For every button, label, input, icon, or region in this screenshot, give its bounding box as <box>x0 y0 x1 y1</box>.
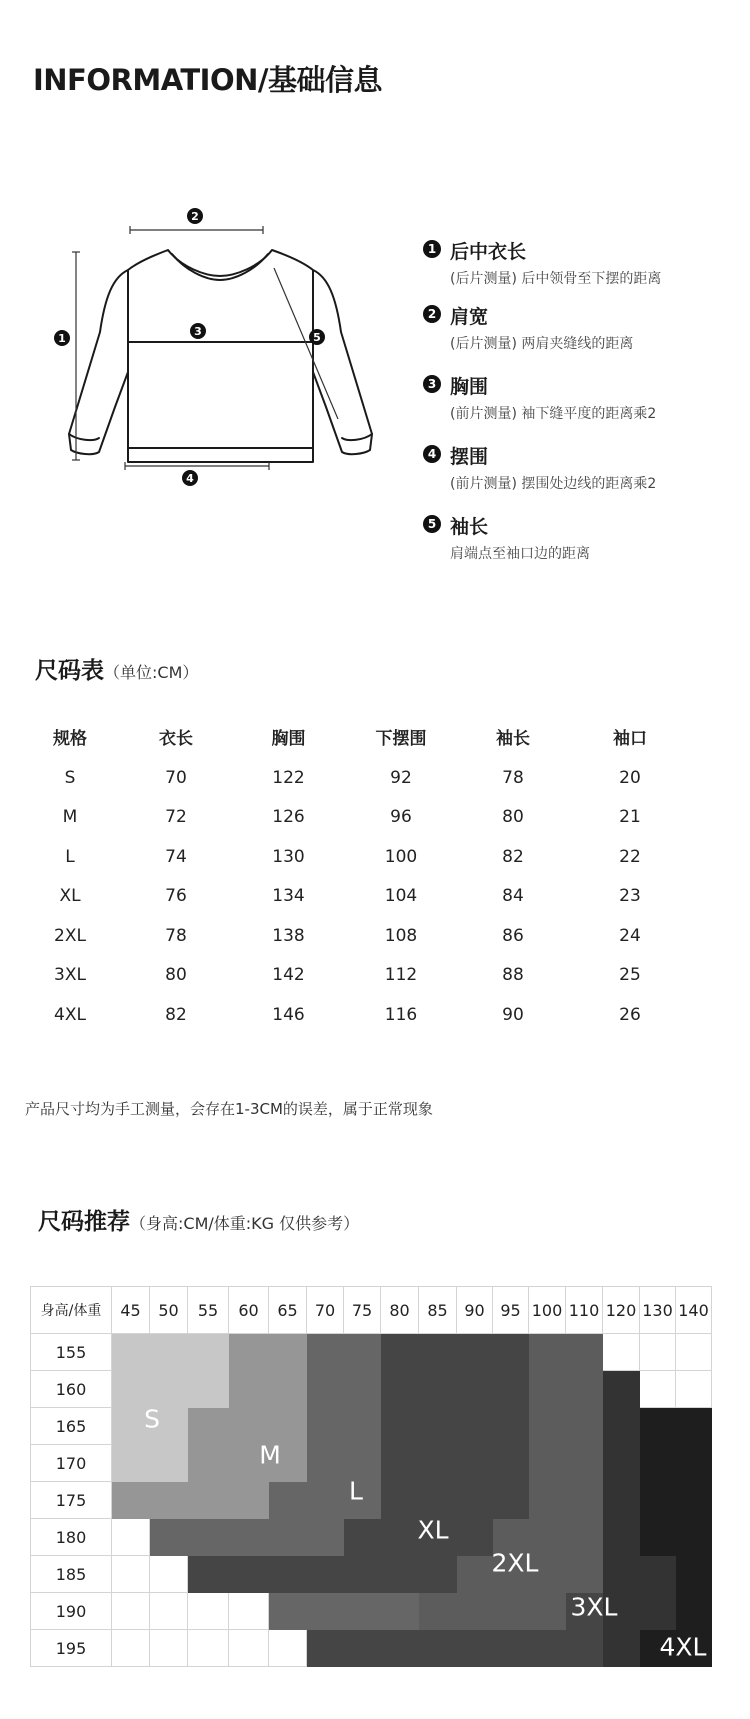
grid-cell <box>566 1445 603 1482</box>
size-table-unit: （单位:CM） <box>104 663 199 682</box>
size-value-cell: 116 <box>384 1004 418 1025</box>
height-row <box>31 1408 712 1445</box>
size-value-cell: 146 <box>272 1004 305 1025</box>
weight-header: 120 <box>603 1287 640 1334</box>
grid-cell <box>344 1556 381 1593</box>
height-header: 185 <box>31 1556 112 1593</box>
weight-header: 95 <box>493 1287 529 1334</box>
marker-4-label: 4 <box>186 472 194 485</box>
grid-cell <box>493 1445 529 1482</box>
grid-cell <box>493 1334 529 1371</box>
grid-cell <box>188 1482 229 1519</box>
grid-cell <box>457 1445 493 1482</box>
size-value-cell: 22 <box>619 846 641 867</box>
column-header: 袖长 <box>496 728 530 749</box>
grid-cell <box>566 1482 603 1519</box>
grid-cell <box>188 1630 229 1667</box>
grid-cell <box>344 1334 381 1371</box>
grid-cell <box>566 1593 603 1630</box>
grid-cell <box>640 1482 676 1519</box>
size-value-cell: 104 <box>384 886 418 907</box>
grid-cell <box>307 1334 344 1371</box>
grid-cell <box>269 1593 307 1630</box>
grid-cell <box>419 1630 457 1667</box>
height-row <box>31 1371 712 1408</box>
grid-cell <box>381 1482 419 1519</box>
zone-label-4xl: 4XL <box>659 1632 707 1662</box>
grid-cell <box>344 1593 381 1630</box>
grid-cell <box>676 1593 712 1630</box>
grid-cell <box>640 1334 676 1371</box>
grid-cell <box>150 1371 188 1408</box>
weight-header: 130 <box>640 1287 676 1334</box>
grid-cell <box>150 1408 188 1445</box>
page-title: INFORMATION/基础信息 <box>33 63 382 97</box>
size-value-cell: 84 <box>502 886 524 907</box>
grid-cell <box>381 1445 419 1482</box>
column-header: 衣长 <box>159 728 193 749</box>
zone-label-3xl: 3XL <box>570 1592 618 1622</box>
grid-cell <box>457 1408 493 1445</box>
grid-cell <box>640 1630 676 1667</box>
size-row <box>20 956 691 996</box>
number-1-icon: 1 <box>423 240 441 258</box>
size-value-cell: 82 <box>502 846 524 867</box>
weight-header: 65 <box>269 1287 307 1334</box>
grid-cell <box>112 1445 150 1482</box>
weight-header: 70 <box>307 1287 344 1334</box>
grid-cell <box>150 1556 188 1593</box>
grid-cell <box>603 1408 640 1445</box>
weight-header: 75 <box>344 1287 381 1334</box>
grid-cell <box>419 1519 457 1556</box>
column-header: 规格 <box>53 728 87 749</box>
legend-title: 摆围 <box>450 446 489 468</box>
grid-cell <box>150 1482 188 1519</box>
grid-cell <box>640 1593 676 1630</box>
grid-cell <box>529 1482 566 1519</box>
grid-cell <box>603 1445 640 1482</box>
grid-cell <box>640 1408 676 1445</box>
grid-cell <box>457 1334 493 1371</box>
weight-header-row <box>31 1287 712 1334</box>
column-header: 下摆围 <box>375 728 427 749</box>
height-header: 155 <box>31 1334 112 1371</box>
size-label-cell: 2XL <box>54 925 86 946</box>
zone-label-m: M <box>259 1440 281 1470</box>
size-value-cell: 112 <box>384 965 418 986</box>
size-label-cell: L <box>65 846 75 867</box>
weight-header: 110 <box>566 1287 603 1334</box>
sweater-measurement-diagram <box>55 210 380 522</box>
grid-cell <box>344 1408 381 1445</box>
grid-cell <box>188 1408 229 1445</box>
size-value-cell: 70 <box>165 767 187 788</box>
grid-cell <box>112 1408 150 1445</box>
grid-cell <box>344 1371 381 1408</box>
grid-corner-label: 身高/体重 <box>31 1287 112 1334</box>
grid-cell <box>457 1482 493 1519</box>
grid-cell <box>676 1334 712 1371</box>
grid-cell <box>493 1630 529 1667</box>
grid-cell <box>344 1445 381 1482</box>
grid-cell <box>529 1371 566 1408</box>
marker-1-label: 1 <box>58 332 66 345</box>
size-label-cell: S <box>64 767 76 788</box>
grid-cell <box>344 1482 381 1519</box>
size-value-cell: 20 <box>619 767 641 788</box>
grid-cell <box>603 1630 640 1667</box>
grid-cell <box>112 1630 150 1667</box>
size-value-cell: 23 <box>619 886 641 907</box>
grid-cell <box>419 1593 457 1630</box>
grid-cell <box>457 1519 493 1556</box>
size-value-cell: 78 <box>165 925 187 946</box>
grid-cell <box>188 1371 229 1408</box>
grid-cell <box>419 1445 457 1482</box>
recommend-title: 尺码推荐 <box>38 1209 130 1235</box>
grid-cell <box>603 1593 640 1630</box>
weight-header: 90 <box>457 1287 493 1334</box>
grid-cell <box>381 1556 419 1593</box>
grid-cell <box>603 1556 640 1593</box>
grid-cell <box>188 1593 229 1630</box>
grid-cell <box>457 1371 493 1408</box>
grid-cell <box>307 1630 344 1667</box>
grid-cell <box>150 1445 188 1482</box>
grid-cell <box>603 1334 640 1371</box>
grid-cell <box>640 1556 676 1593</box>
grid-cell <box>229 1482 269 1519</box>
grid-cell <box>529 1556 566 1593</box>
grid-cell <box>566 1371 603 1408</box>
size-value-cell: 72 <box>165 807 187 828</box>
height-row <box>31 1445 712 1482</box>
grid-cell <box>344 1519 381 1556</box>
size-label-cell: 3XL <box>54 965 86 986</box>
size-value-cell: 21 <box>619 807 641 828</box>
grid-cell <box>269 1556 307 1593</box>
grid-cell <box>112 1371 150 1408</box>
grid-cell <box>307 1556 344 1593</box>
grid-cell <box>381 1593 419 1630</box>
zone-label-s: S <box>144 1404 160 1434</box>
zone-label-2xl: 2XL <box>491 1548 539 1578</box>
height-row <box>31 1593 712 1630</box>
grid-cell <box>676 1482 712 1519</box>
grid-cell <box>229 1556 269 1593</box>
grid-cell <box>640 1519 676 1556</box>
grid-cell <box>229 1593 269 1630</box>
legend-title: 后中衣长 <box>450 241 527 263</box>
height-header: 170 <box>31 1445 112 1482</box>
size-value-cell: 76 <box>165 886 187 907</box>
height-row <box>31 1556 712 1593</box>
grid-cell <box>150 1630 188 1667</box>
grid-cell <box>493 1371 529 1408</box>
grid-cell <box>676 1556 712 1593</box>
weight-header: 140 <box>676 1287 712 1334</box>
grid-cell <box>566 1630 603 1667</box>
grid-cell <box>529 1630 566 1667</box>
grid-cell <box>112 1519 150 1556</box>
grid-cell <box>381 1519 419 1556</box>
height-header: 165 <box>31 1408 112 1445</box>
grid-cell <box>603 1371 640 1408</box>
grid-cell <box>457 1556 493 1593</box>
weight-header: 50 <box>150 1287 188 1334</box>
legend-desc: (前片测量) 摆围处边线的距离乘2 <box>450 476 657 492</box>
grid-cell <box>269 1519 307 1556</box>
size-value-cell: 80 <box>165 965 187 986</box>
height-row <box>31 1334 712 1371</box>
grid-cell <box>150 1593 188 1630</box>
grid-cell <box>529 1408 566 1445</box>
grid-cell <box>676 1408 712 1445</box>
grid-cell <box>307 1519 344 1556</box>
weight-header: 85 <box>419 1287 457 1334</box>
marker-5-label: 5 <box>313 331 321 344</box>
grid-cell <box>344 1630 381 1667</box>
size-label-cell: 4XL <box>54 1004 86 1025</box>
grid-cell <box>676 1519 712 1556</box>
size-value-cell: 25 <box>619 965 641 986</box>
size-value-cell: 82 <box>165 1004 187 1025</box>
size-table-header-row <box>20 714 691 758</box>
legend-desc: (后片测量) 后中领骨至下摆的距离 <box>450 271 662 287</box>
legend-title: 肩宽 <box>450 306 489 328</box>
grid-cell <box>676 1371 712 1408</box>
grid-cell <box>457 1593 493 1630</box>
grid-cell <box>269 1445 307 1482</box>
grid-cell <box>229 1445 269 1482</box>
size-value-cell: 80 <box>502 807 524 828</box>
size-row <box>20 798 691 838</box>
height-header: 160 <box>31 1371 112 1408</box>
size-row <box>20 995 691 1035</box>
recommend-heading <box>38 1203 359 1236</box>
grid-cell <box>419 1408 457 1445</box>
grid-cell <box>188 1556 229 1593</box>
grid-cell <box>229 1408 269 1445</box>
grid-cell <box>269 1371 307 1408</box>
grid-cell <box>307 1593 344 1630</box>
size-row <box>20 877 691 917</box>
grid-cell <box>150 1519 188 1556</box>
column-header: 胸围 <box>271 728 306 749</box>
size-table-heading <box>35 652 198 685</box>
size-value-cell: 100 <box>384 846 418 867</box>
grid-cell <box>566 1519 603 1556</box>
grid-cell <box>229 1334 269 1371</box>
size-row <box>20 837 691 877</box>
legend-desc: 肩端点至袖口边的距离 <box>450 546 590 562</box>
grid-cell <box>640 1445 676 1482</box>
grid-cell <box>307 1482 344 1519</box>
grid-cell <box>529 1593 566 1630</box>
grid-cell <box>229 1371 269 1408</box>
size-table-title: 尺码表 <box>35 658 104 684</box>
size-row <box>20 758 691 798</box>
size-table <box>20 714 691 1035</box>
size-row <box>20 916 691 956</box>
size-recommendation-grid <box>30 1286 712 1667</box>
grid-cell <box>381 1630 419 1667</box>
grid-cell <box>269 1630 307 1667</box>
number-5-icon: 5 <box>423 515 441 533</box>
size-value-cell: 96 <box>390 807 412 828</box>
grid-cell <box>381 1408 419 1445</box>
grid-cell <box>603 1482 640 1519</box>
size-value-cell: 88 <box>502 965 524 986</box>
grid-cell <box>188 1334 229 1371</box>
grid-cell <box>381 1334 419 1371</box>
height-header: 195 <box>31 1630 112 1667</box>
grid-cell <box>307 1445 344 1482</box>
grid-cell <box>419 1371 457 1408</box>
grid-cell <box>150 1334 188 1371</box>
weight-header: 80 <box>381 1287 419 1334</box>
marker-2-label: 2 <box>191 210 199 223</box>
size-value-cell: 108 <box>384 925 418 946</box>
grid-cell <box>229 1630 269 1667</box>
grid-cell <box>307 1371 344 1408</box>
grid-cell <box>676 1445 712 1482</box>
size-value-cell: 78 <box>502 767 524 788</box>
height-header: 175 <box>31 1482 112 1519</box>
grid-cell <box>112 1556 150 1593</box>
grid-cell <box>493 1519 529 1556</box>
weight-header: 45 <box>112 1287 150 1334</box>
number-4-icon: 4 <box>423 445 441 463</box>
size-value-cell: 126 <box>272 807 305 828</box>
grid-cell <box>419 1482 457 1519</box>
legend-desc: (前片测量) 袖下缝平度的距离乘2 <box>450 406 657 422</box>
grid-cell <box>269 1482 307 1519</box>
grid-cell <box>188 1519 229 1556</box>
weight-header: 55 <box>188 1287 229 1334</box>
grid-cell <box>493 1593 529 1630</box>
recommend-unit: （身高:CM/体重:KG 仅供参考） <box>130 1214 360 1233</box>
grid-cell <box>566 1334 603 1371</box>
size-value-cell: 134 <box>272 886 305 907</box>
grid-cell <box>640 1371 676 1408</box>
size-value-cell: 90 <box>502 1004 524 1025</box>
grid-cell <box>307 1408 344 1445</box>
size-label-cell: M <box>62 807 78 828</box>
grid-cell <box>493 1556 529 1593</box>
grid-cell <box>529 1519 566 1556</box>
height-row <box>31 1482 712 1519</box>
grid-cell <box>381 1371 419 1408</box>
size-value-cell: 92 <box>390 767 412 788</box>
grid-cell <box>566 1408 603 1445</box>
size-value-cell: 142 <box>272 965 305 986</box>
zone-label-xl: XL <box>417 1515 449 1545</box>
height-row <box>31 1630 712 1667</box>
height-header: 190 <box>31 1593 112 1630</box>
grid-cell <box>229 1519 269 1556</box>
grid-cell <box>603 1519 640 1556</box>
legend-title: 袖长 <box>450 516 489 538</box>
weight-header: 100 <box>529 1287 566 1334</box>
grid-cell <box>419 1556 457 1593</box>
grid-cell <box>457 1630 493 1667</box>
size-value-cell: 138 <box>272 925 305 946</box>
grid-cell <box>419 1334 457 1371</box>
grid-cell <box>112 1334 150 1371</box>
measurement-note: 产品尺寸均为手工测量，会存在1-3CM的误差，属于正常现象 <box>25 1100 433 1118</box>
size-value-cell: 130 <box>272 846 305 867</box>
grid-cell <box>529 1334 566 1371</box>
height-row <box>31 1519 712 1556</box>
grid-cell <box>188 1445 229 1482</box>
grid-cell <box>269 1334 307 1371</box>
size-value-cell: 26 <box>619 1004 641 1025</box>
legend-desc: (后片测量) 两肩夹缝线的距离 <box>450 336 634 352</box>
size-value-cell: 122 <box>272 767 305 788</box>
number-3-icon: 3 <box>423 375 441 393</box>
column-header: 袖口 <box>613 728 647 749</box>
size-value-cell: 74 <box>165 846 187 867</box>
number-2-icon: 2 <box>423 305 441 323</box>
weight-header: 60 <box>229 1287 269 1334</box>
grid-cell <box>493 1408 529 1445</box>
marker-3-label: 3 <box>194 325 202 338</box>
grid-cell <box>676 1630 712 1667</box>
size-value-cell: 24 <box>619 925 641 946</box>
height-header: 180 <box>31 1519 112 1556</box>
grid-cell <box>529 1445 566 1482</box>
grid-cell <box>112 1482 150 1519</box>
legend-title: 胸围 <box>450 376 489 398</box>
grid-cell <box>493 1482 529 1519</box>
zone-label-l: L <box>349 1476 363 1506</box>
grid-cell <box>566 1556 603 1593</box>
size-value-cell: 86 <box>502 925 524 946</box>
grid-cell <box>112 1593 150 1630</box>
size-label-cell: XL <box>59 886 81 907</box>
grid-cell <box>269 1408 307 1445</box>
